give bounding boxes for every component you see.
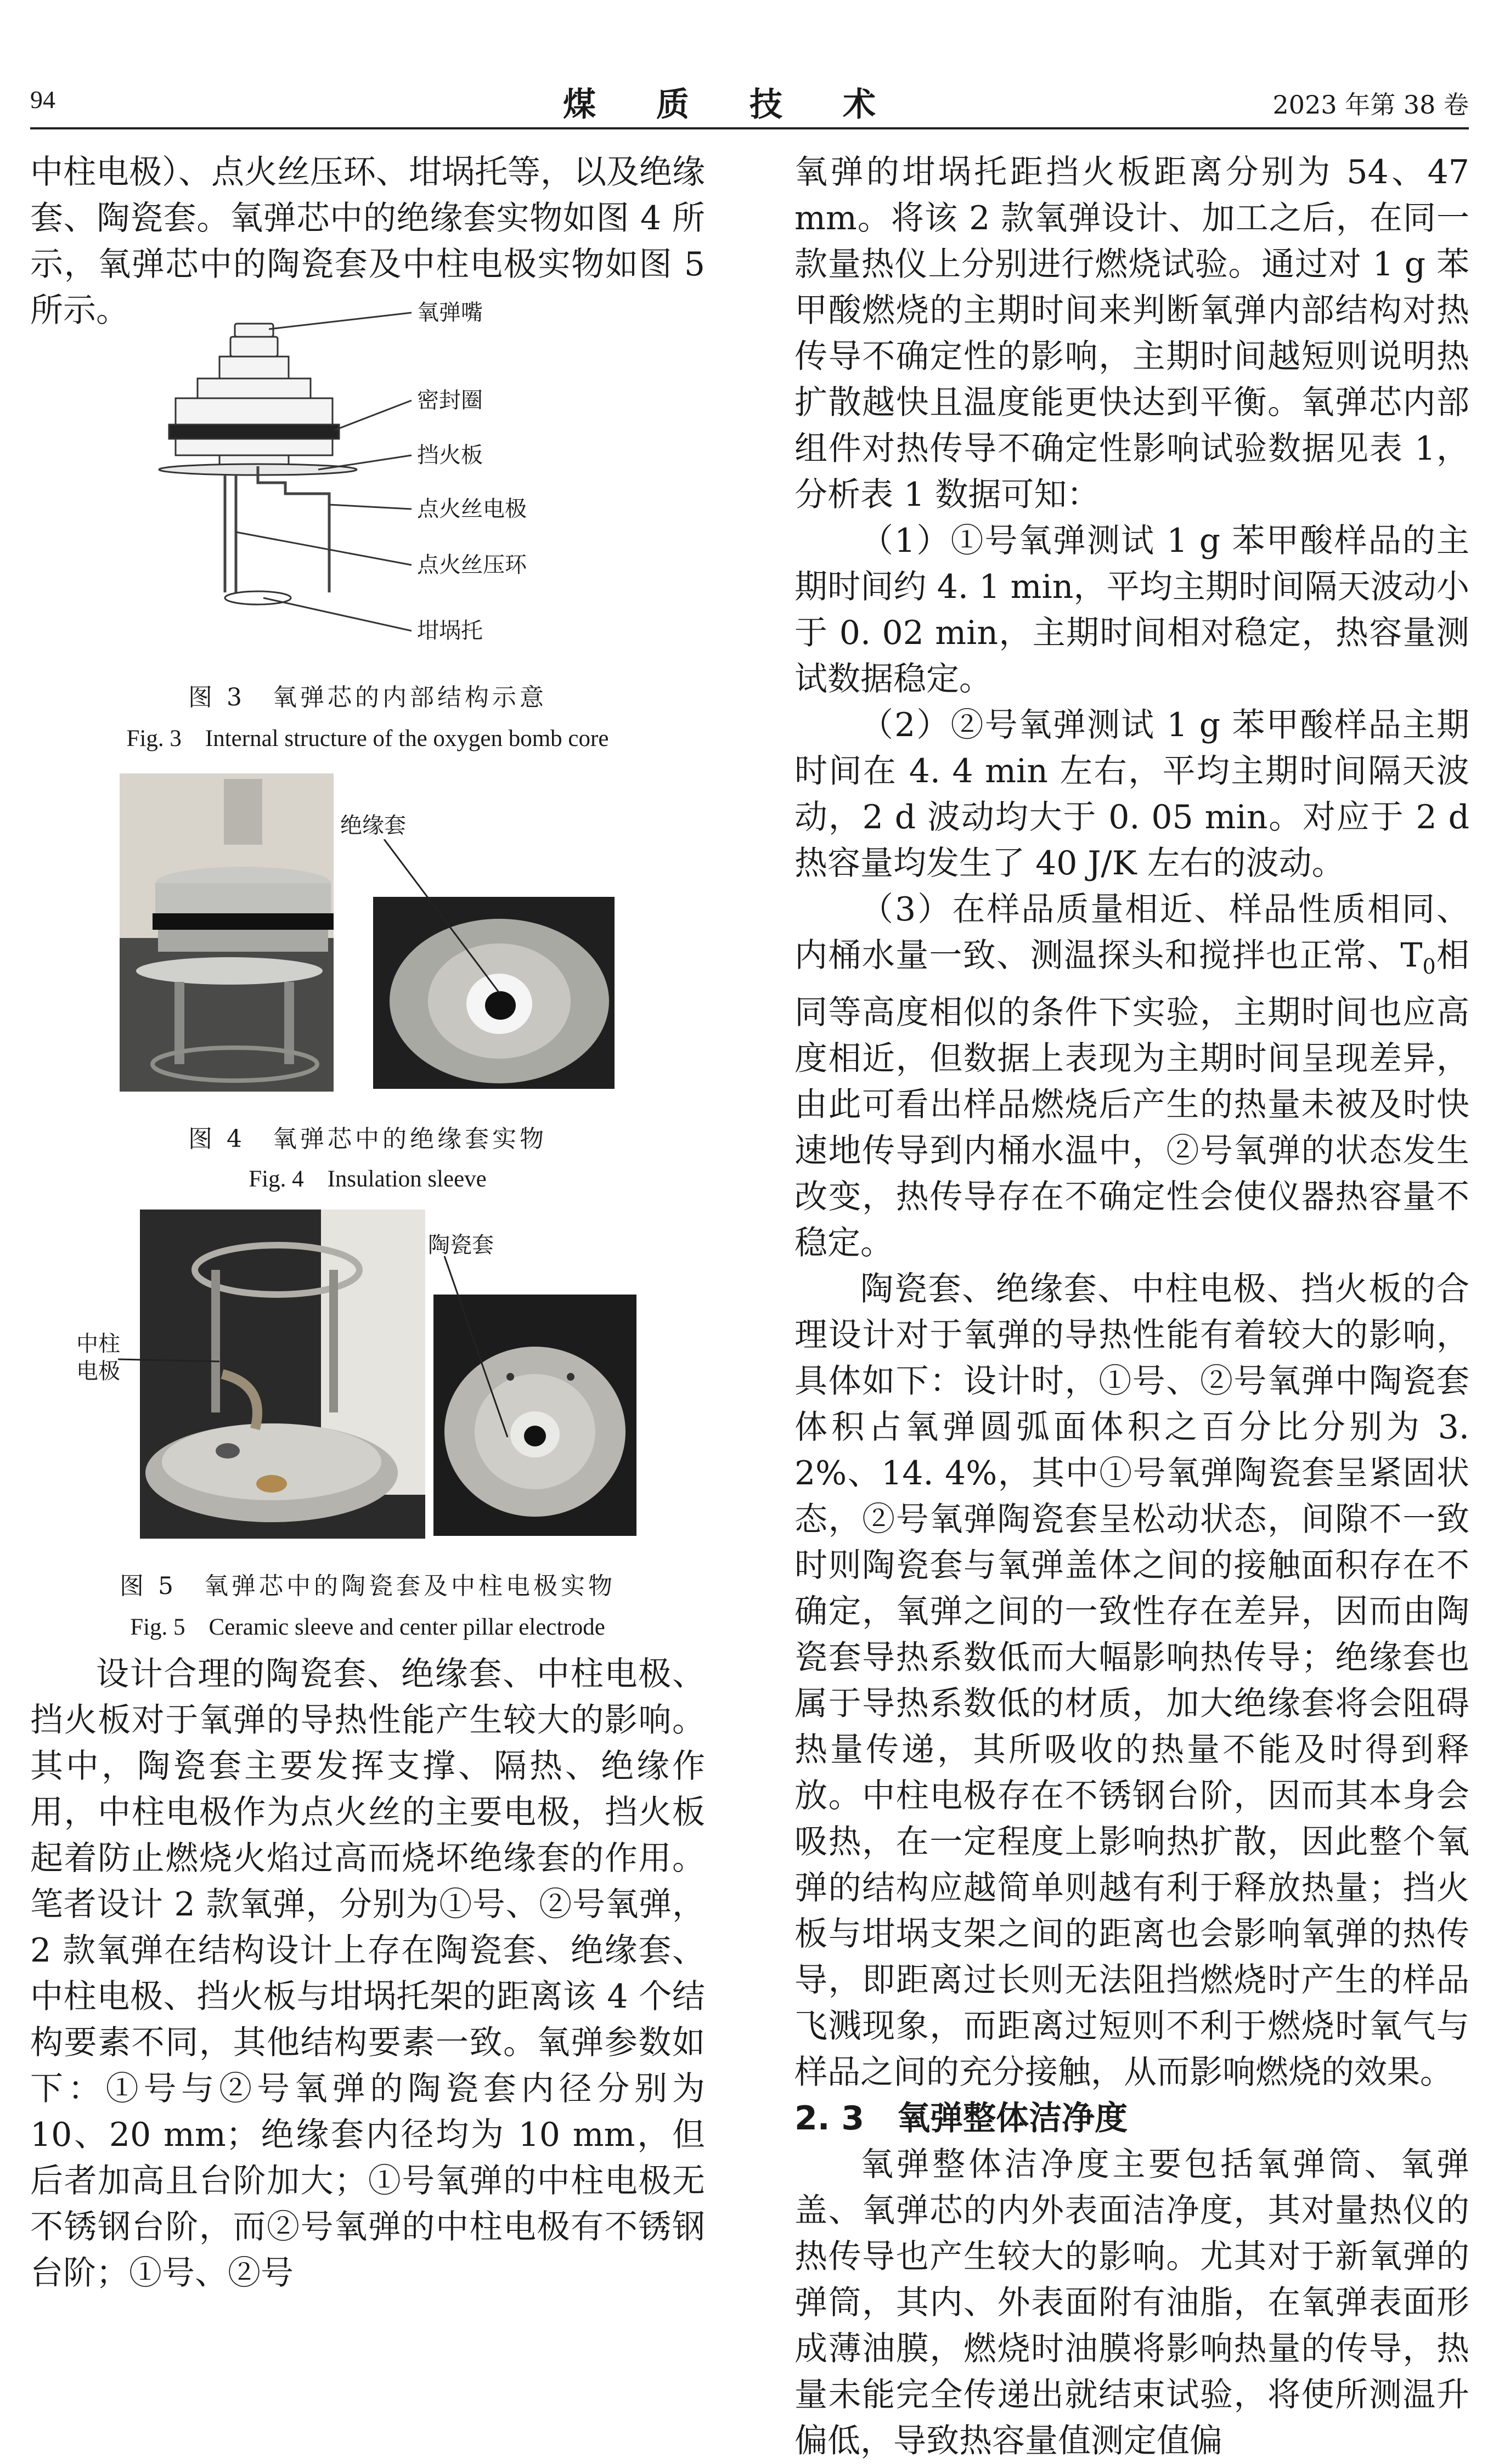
paragraph-part: （3）在样品质量相近、样品性质相同、内桶水量一致、测温探头和搅拌也正常、T xyxy=(794,890,1469,975)
figure-4-label-insulation: 绝缘套 xyxy=(340,813,406,838)
figure-4-caption-cn: 图 4 氧弹芯中的绝缘套实物 xyxy=(188,1125,547,1153)
label-nozzle: 氧弹嘴 xyxy=(417,300,483,325)
figure-3 xyxy=(154,285,593,647)
header-rule xyxy=(30,127,1469,129)
paragraph: 陶瓷套、绝缘套、中柱电极、挡火板的合理设计对于氧弹的导热性能有着较大的影响，具体如下：设计时，①号、②号氧弹中陶瓷套体积占氧弹圆弧面体积之百分比分别为 3. 2%、14. 4%，其中①号氧弹陶瓷套呈紧固状态，②号氧弹陶瓷套呈松动状态，间隙不一致时则陶瓷套与氧弹盖体之间的接触面积存在不确定，氧弹之间的一致性存在差异，因而由陶瓷套导热系数低而大幅影响热传导；绝缘套也属于导热系数低的材质，加大绝缘套将会阻碍热量传递，其所吸收的热量不能及时得到释放。中柱电极存在不锈钢台阶，因而其本身会吸热，在一定程度上影响热扩散，因此整个氧弹的结构应越简单则越有利于释放热量；挡火板与坩埚支架之间的距离也会影响氧弹的热传导，即距离过长则无法阻挡燃烧时产生的样品飞溅现象，而距离过短则不利于燃烧时氧气与样品之间的充分接触，从而影响燃烧的效果。 xyxy=(794,1270,1469,2092)
figure-5-photo-left xyxy=(140,1210,425,1539)
figure-3-caption-cn: 图 3 氧弹芯的内部结构示意 xyxy=(188,683,547,711)
left-column-bottom-text xyxy=(30,1651,705,2296)
figure-5-leader-side xyxy=(118,1355,222,1366)
label-fire-baffle: 挡火板 xyxy=(417,443,483,468)
paragraph: 中柱电极）、点火丝压环、坩埚托等，以及绝缘套、陶瓷套。氧弹芯中的绝缘套实物如图 4 所示，氧弹芯中的陶瓷套及中柱电极实物如图 5 所示。 xyxy=(30,153,705,330)
journal-title: 煤质技术 xyxy=(563,86,936,124)
figure-4-leader-line xyxy=(379,839,505,998)
paragraph xyxy=(794,886,1469,1266)
label-ignition-ring: 点火丝压环 xyxy=(417,552,527,578)
paragraph: （1）①号氧弹测试 1 g 苯甲酸样品的主期时间约 4. 1 min，平均主期时间隔天波动小于 0. 02 min，主期时间相对稳定，热容量测试数据稳定。 xyxy=(794,522,1469,698)
figure-4-caption-en: Fig. 4 Insulation sleeve xyxy=(249,1166,487,1192)
issue-info: 2023 年第 38 卷 xyxy=(1272,90,1469,120)
subscript: 0 xyxy=(1422,954,1436,979)
figure-3-caption-en: Fig. 3 Internal structure of the oxygen bomb core xyxy=(126,726,609,751)
label-ignition-electrode: 点火丝电极 xyxy=(417,496,527,522)
oxygen-bomb-core-diagram xyxy=(154,285,593,647)
label-crucible-holder: 坩埚托 xyxy=(417,618,483,643)
paragraph: 设计合理的陶瓷套、绝缘套、中柱电极、挡火板对于氧弹的导热性能产生较大的影响。其中，陶瓷套主要发挥支撑、隔热、绝缘作用，中柱电极作为点火丝的主要电极，挡火板起着防止燃烧火焰过高而烧坏绝缘套的作用。笔者设计 2 款氧弹，分别为①号、②号氧弹，2 款氧弹在结构设计上存在陶瓷套、绝缘套、中柱电极、挡火板与坩埚托架的距离该 4 个结构要素不同，其他结构要素一致。氧弹参数如下：①号与②号氧弹的陶瓷套内径分别为 10、20 mm；绝缘套内径均为 10 mm，但后者加高且台阶加大；①号氧弹的中柱电极无不锈钢台阶，而②号氧弹的中柱电极有不锈钢台阶；①号、②号 xyxy=(30,1655,705,2292)
page-number: 94 xyxy=(30,86,55,114)
label-seal-ring: 密封圈 xyxy=(417,388,483,413)
figure-4-photo-left xyxy=(120,773,334,1092)
section-heading: 2. 3 氧弹整体洁净度 xyxy=(794,2099,1128,2138)
figure-5-label-ceramic: 陶瓷套 xyxy=(428,1233,494,1258)
figure-5-label-center-electrode: 中柱电极 xyxy=(76,1331,120,1384)
figure-5-leader-top xyxy=(433,1256,516,1443)
paragraph-part: 相同等高度相似的条件下实验，主期时间也应高度相近，但数据上表现为主期时间呈现差异，由此可看出样品燃烧后产生的热量未被及时快速地传导到内桶水温中，②号氧弹的状态发生改变，热传导存在不确定性会使仪器热容量不稳定。 xyxy=(794,936,1469,1262)
paragraph: 氧弹整体洁净度主要包括氧弹筒、氧弹盖、氧弹芯的内外表面洁净度，其对量热仪的热传导也产生较大的影响。尤其对于新氧弹的弹筒，其内、外表面附有油脂，在氧弹表面形成薄油膜，燃烧时油膜将影响热量的传导，热量未能完全传递出就结束试验，将使所测温升偏低，导致热容量值测定值偏 xyxy=(794,2145,1469,2460)
figure-5-caption-en: Fig. 5 Ceramic sleeve and center pillar electrode xyxy=(130,1614,605,1640)
paragraph: （2）②号氧弹测试 1 g 苯甲酸样品主期时间在 4. 4 min 左右，平均主期时间隔天波动，2 d 波动均大于 0. 05 min。对应于 2 d 热容量均发生了 40 J/K 左右的波动。 xyxy=(794,706,1469,883)
figure-5-caption-cn: 图 5 氧弹芯中的陶瓷套及中柱电极实物 xyxy=(120,1572,616,1600)
paragraph: 氧弹的坩埚托距挡火板距离分别为 54、47 mm。将该 2 款氧弹设计、加工之后，在同一款量热仪上分别进行燃烧试验。通过对 1 g 苯甲酸燃烧的主期时间来判断氧弹内部结构对热传导不确定性的影响，主期时间越短则说明热扩散越快且温度能更快达到平衡。氧弹芯内部组件对热传导不确定性影响试验数据见表 1，分析表 1 数据可知： xyxy=(794,153,1469,514)
right-column-text xyxy=(794,149,1469,2464)
page-header xyxy=(30,74,1469,134)
